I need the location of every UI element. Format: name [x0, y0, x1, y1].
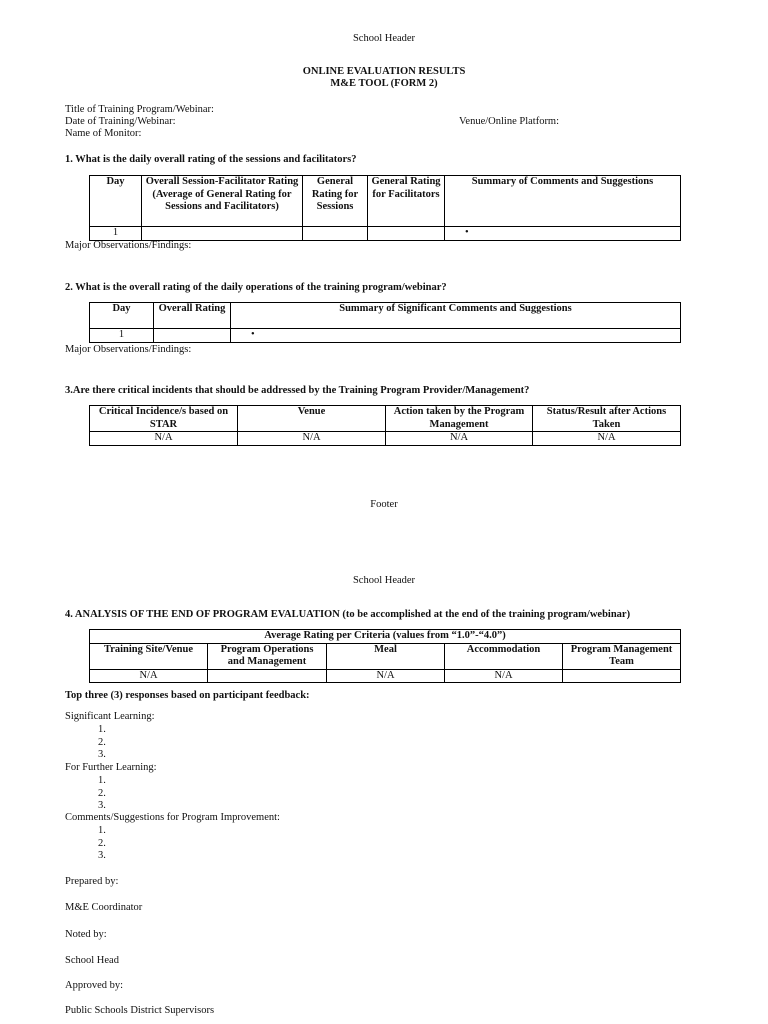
form-subtitle: M&E TOOL (FORM 2)	[330, 78, 438, 89]
cell-comments: •	[231, 329, 681, 343]
col-program-operations: Program Operations and Management	[208, 643, 327, 669]
list-item: 2.	[98, 736, 106, 748]
list-item: 3.	[98, 800, 106, 812]
question-2: 2. What is the overall rating of the daily operations of the training program/webinar?	[65, 282, 447, 293]
top-three-heading: Top three (3) responses based on participant feedback:	[65, 690, 310, 701]
col-venue: Venue	[238, 406, 386, 432]
table-header-row	[90, 303, 681, 329]
cell-program-operations	[208, 669, 327, 683]
noted-by-label: Noted by:	[65, 929, 107, 940]
page-footer: Footer	[370, 499, 398, 510]
cell-action: N/A	[386, 432, 533, 446]
field-date-of-training: Date of Training/Webinar:	[65, 116, 176, 127]
table-row	[90, 329, 681, 343]
school-header: School Header	[352, 33, 416, 44]
table-caption-row	[90, 630, 681, 644]
cell-overall-rating	[142, 227, 303, 241]
field-name-of-monitor: Name of Monitor:	[65, 128, 142, 139]
significant-learning-list	[98, 724, 106, 762]
list-item: 2.	[98, 787, 106, 799]
list-item: 1.	[98, 775, 106, 786]
col-training-site-venue: Training Site/Venue	[90, 643, 208, 669]
col-critical-incidence: Critical Incidence/s based on STAR	[90, 406, 238, 432]
cell-comments: •	[445, 227, 681, 241]
psds-label: Public Schools District Supervisors	[65, 1005, 215, 1016]
comments-improvement-label: Comments/Suggestions for Program Improvement:	[65, 812, 280, 823]
table-row	[90, 432, 681, 446]
col-status-result: Status/Result after Actions Taken	[533, 406, 681, 432]
table-daily-operations-rating	[89, 302, 681, 343]
major-observations-1: Major Observations/Findings:	[65, 240, 192, 251]
question-1: 1. What is the daily overall rating of the sessions and facilitators?	[65, 154, 357, 165]
col-accommodation: Accommodation	[445, 643, 563, 669]
cell-training-site: N/A	[90, 669, 208, 683]
form-title: ONLINE EVALUATION RESULTS	[302, 66, 466, 77]
prepared-by-label: Prepared by:	[65, 876, 119, 887]
table-row	[90, 227, 681, 241]
significant-learning-label: Significant Learning:	[65, 711, 155, 722]
list-item: 3.	[98, 749, 106, 761]
cell-status: N/A	[533, 432, 681, 446]
question-4: 4. ANALYSIS OF THE END OF PROGRAM EVALUATION (to be accomplished at the end of the training program/webinar)	[65, 609, 631, 620]
cell-accommodation: N/A	[445, 669, 563, 683]
table-header-row	[90, 643, 681, 669]
further-learning-list	[98, 775, 106, 813]
major-observations-2: Major Observations/Findings:	[65, 344, 192, 355]
col-general-rating-sessions: General Rating for Sessions	[303, 176, 368, 227]
col-program-management-team: Program Management Team	[563, 643, 681, 669]
field-venue-platform: Venue/Online Platform:	[459, 116, 560, 127]
field-title-of-training: Title of Training Program/Webinar:	[65, 104, 214, 115]
approved-by-label: Approved by:	[65, 980, 124, 991]
cell-overall-rating	[154, 329, 231, 343]
col-overall-session-facilitator-rating: Overall Session-Facilitator Rating (Average of General Rating for Sessions and Facilitators)	[142, 176, 303, 227]
list-item: 1.	[98, 825, 106, 836]
cell-day: 1	[90, 329, 154, 343]
col-day: Day	[90, 176, 142, 227]
table-row	[90, 669, 681, 683]
col-summary-significant-comments: Summary of Significant Comments and Suggestions	[231, 303, 681, 329]
table-daily-session-rating	[89, 175, 681, 241]
list-item: 1.	[98, 724, 106, 735]
cell-meal: N/A	[327, 669, 445, 683]
cell-day: 1	[90, 227, 142, 241]
cell-incidence: N/A	[90, 432, 238, 446]
table-caption: Average Rating per Criteria (values from “1.0”-“4.0”)	[90, 630, 681, 644]
question-3: 3.Are there critical incidents that should be addressed by the Training Program Provider/Management?	[65, 385, 530, 396]
comments-improvement-list	[98, 825, 106, 863]
table-header-row	[90, 406, 681, 432]
school-head-label: School Head	[65, 955, 119, 966]
col-overall-rating: Overall Rating	[154, 303, 231, 329]
cell-venue: N/A	[238, 432, 386, 446]
col-meal: Meal	[327, 643, 445, 669]
school-header-2: School Header	[352, 575, 416, 586]
me-coordinator-label: M&E Coordinator	[65, 902, 143, 913]
table-header-row	[90, 176, 681, 227]
table-end-of-program-evaluation	[89, 629, 681, 683]
cell-management-team	[563, 669, 681, 683]
col-day: Day	[90, 303, 154, 329]
col-action-taken: Action taken by the Program Management	[386, 406, 533, 432]
further-learning-label: For Further Learning:	[65, 762, 157, 773]
list-item: 2.	[98, 837, 106, 849]
col-general-rating-facilitators: General Rating for Facilitators	[368, 176, 445, 227]
table-critical-incidents	[89, 405, 681, 446]
col-summary-comments: Summary of Comments and Suggestions	[445, 176, 681, 227]
cell-facilitator-rating	[368, 227, 445, 241]
cell-session-rating	[303, 227, 368, 241]
list-item: 3.	[98, 850, 106, 862]
